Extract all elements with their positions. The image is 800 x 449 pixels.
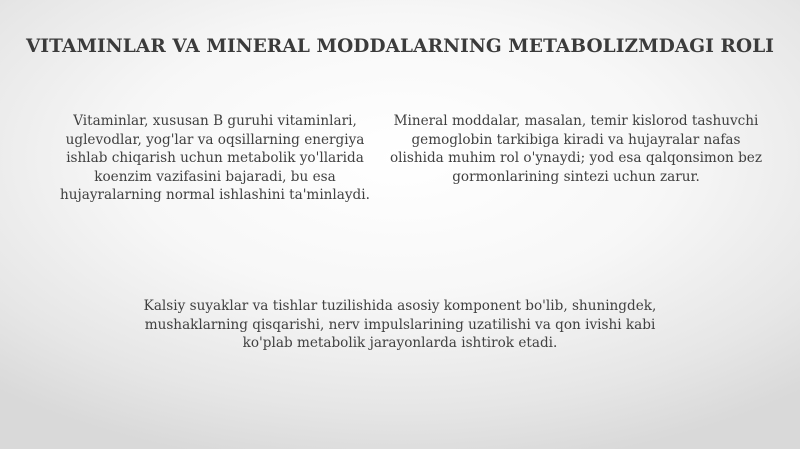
minerals-paragraph: Mineral moddalar, masalan, temir kislorod tashuvchi gemoglobin tarkibiga kiradi va hujayralar nafas olishida muhim rol o'ynaydi; yod esa qalqonsimon bez gormonlarining sintezi uchun zarur.	[390, 113, 762, 185]
slide-title: VITAMINLAR VA MINERAL MODDALARNING METABOLIZMDAGI ROLI	[25, 36, 775, 57]
vitamins-paragraph: Vitaminlar, xususan B guruhi vitaminlari, uglevodlar, yog'lar va oqsillarning energiya ishlab chiqarish uchun metabolik yo'llarida koenzim vazifasini bajaradi, bu esa hujayralarning normal ishlashini ta'minlaydi.	[60, 113, 370, 204]
calcium-paragraph: Kalsiy suyaklar va tishlar tuzilishida asosiy komponent bo'lib, shuningdek, mushaklarning qisqarishi, nerv impulslarining uzatilishi va qon ivishi kabi ko'plab metabolik jarayonlarda ishtirok etadi.	[143, 298, 657, 352]
